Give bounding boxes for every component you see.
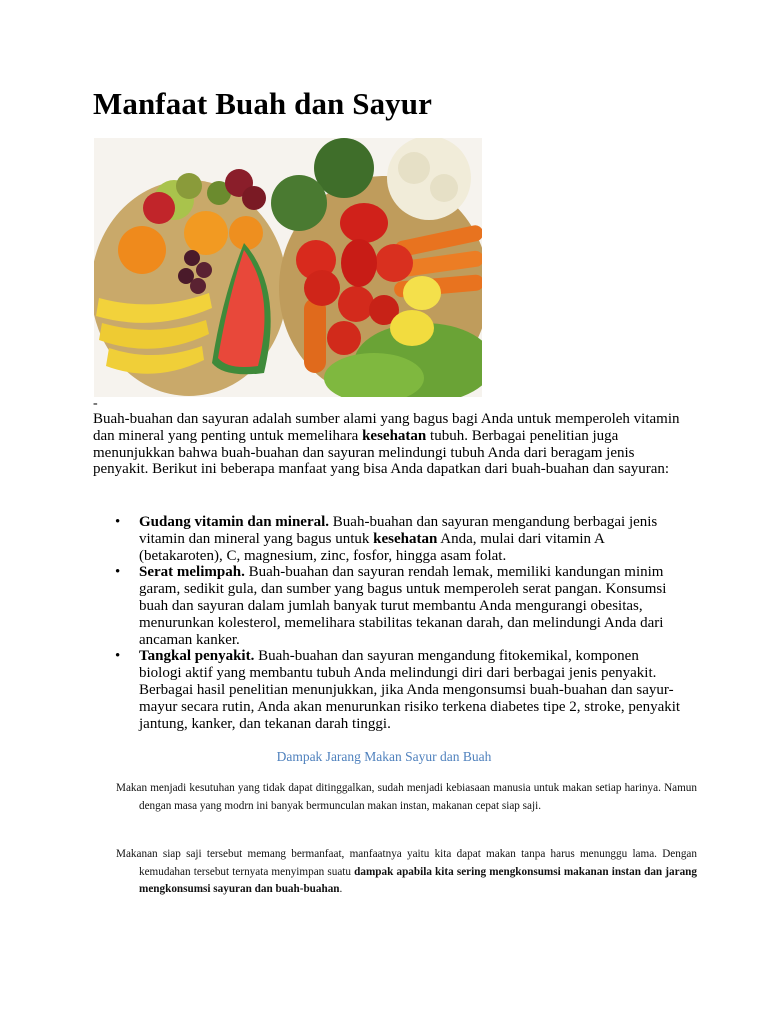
intro-text-2: tubuh. Berbagai penelitian juga menunjukkan bahwa buah-buahan dan sayuran melindungi tubuh Anda dari beragam jenis penyakit. Berikut ini beberapa manfaat yang bisa Anda dapatkan dari buah-buahan dan sayuran: bbox=[93, 427, 670, 478]
bullet-icon: • bbox=[115, 564, 121, 581]
fruit-vegetable-illustration bbox=[94, 138, 482, 397]
page-title: Manfaat Buah dan Sayur bbox=[93, 86, 432, 121]
benefits-list bbox=[93, 514, 683, 732]
intro-bold-kesehatan: kesehatan bbox=[362, 427, 427, 444]
para2-text-1: Makanan siap saji tersebut memang bermanfaat, manfaatnya yaitu kita dapat makan tanpa harus menunggu lama. Dengan kemudahan tersebut ternyata menyimpan suatu bbox=[116, 848, 697, 878]
intro-paragraph bbox=[93, 411, 683, 478]
para2-bold: dampak apabila kita sering mengkonsumsi makanan instan dan jarang mengkonsumsi sayuran dan buah-buahan bbox=[139, 865, 697, 896]
list-item bbox=[93, 648, 683, 732]
benefit-text-2: Anda, mulai dari vitamin A (betakaroten), C, magnesium, zinc, fosfor, hingga asam folat. bbox=[139, 530, 604, 564]
bullet-icon: • bbox=[115, 648, 121, 665]
benefit-text-1: Buah-buahan dan sayuran mengandung fitokemikal, komponen biologi aktif yang membantu tubuh Anda melindungi diri dari berbagai jenis penyakit. Berbagai hasil penelitian menunjukkan, jika Anda mengonsumsi buah-buahan dan sayur-mayur secara rutin, Anda akan menurunkan risiko terkena diabetes tipe 2, stroke, penyakit jantung, kanker, dan tekanan darah tinggi. bbox=[139, 648, 681, 732]
fruit-vegetable-photo bbox=[94, 138, 482, 397]
list-item bbox=[93, 514, 683, 564]
bullet-icon: • bbox=[115, 514, 121, 530]
list-item bbox=[93, 564, 683, 648]
benefit-heading: Serat melimpah. bbox=[139, 564, 245, 581]
benefit-heading: Tangkal penyakit. bbox=[139, 648, 255, 665]
separator-dash: - bbox=[93, 396, 98, 411]
benefit-text-1: Buah-buahan dan sayuran rendah lemak, memiliki kandungan minim garam, sedikit gula, dan sumber yang bagus untuk memperoleh serat pangan. Konsumsi buah dan sayuran dalam jumlah banyak turut membantu Anda mengurangi obesitas, menurunkan kolesterol, memelihara stabilitas tekanan darah, dan melindungi Anda dari ancaman kanker. bbox=[139, 564, 667, 648]
intro-text-1: Buah-buahan dan sayuran adalah sumber alami yang bagus bagi Anda untuk memperoleh vitamin dan mineral yang penting untuk memelihara bbox=[93, 411, 680, 444]
paragraph-makan: Makan menjadi kesutuhan yang tidak dapat ditinggalkan, sudah menjadi kebiasaan manusia untuk makan setiap harinya. Namun dengan masa yang modrn ini banyak bermunculan makan instan, makanan cepat siap saji. bbox=[116, 782, 697, 812]
benefit-heading: Gudang vitamin dan mineral. bbox=[139, 514, 330, 530]
benefit-bold-kesehatan: kesehatan bbox=[373, 530, 438, 547]
para2-text-2: . bbox=[339, 883, 343, 896]
paragraph-makanan-siap-saji bbox=[116, 846, 697, 899]
section-heading: Dampak Jarang Makan Sayur dan Buah bbox=[276, 749, 492, 764]
benefit-text-1: Buah-buahan dan sayuran mengandung berbagai jenis vitamin dan mineral yang bagus untuk bbox=[139, 514, 658, 547]
